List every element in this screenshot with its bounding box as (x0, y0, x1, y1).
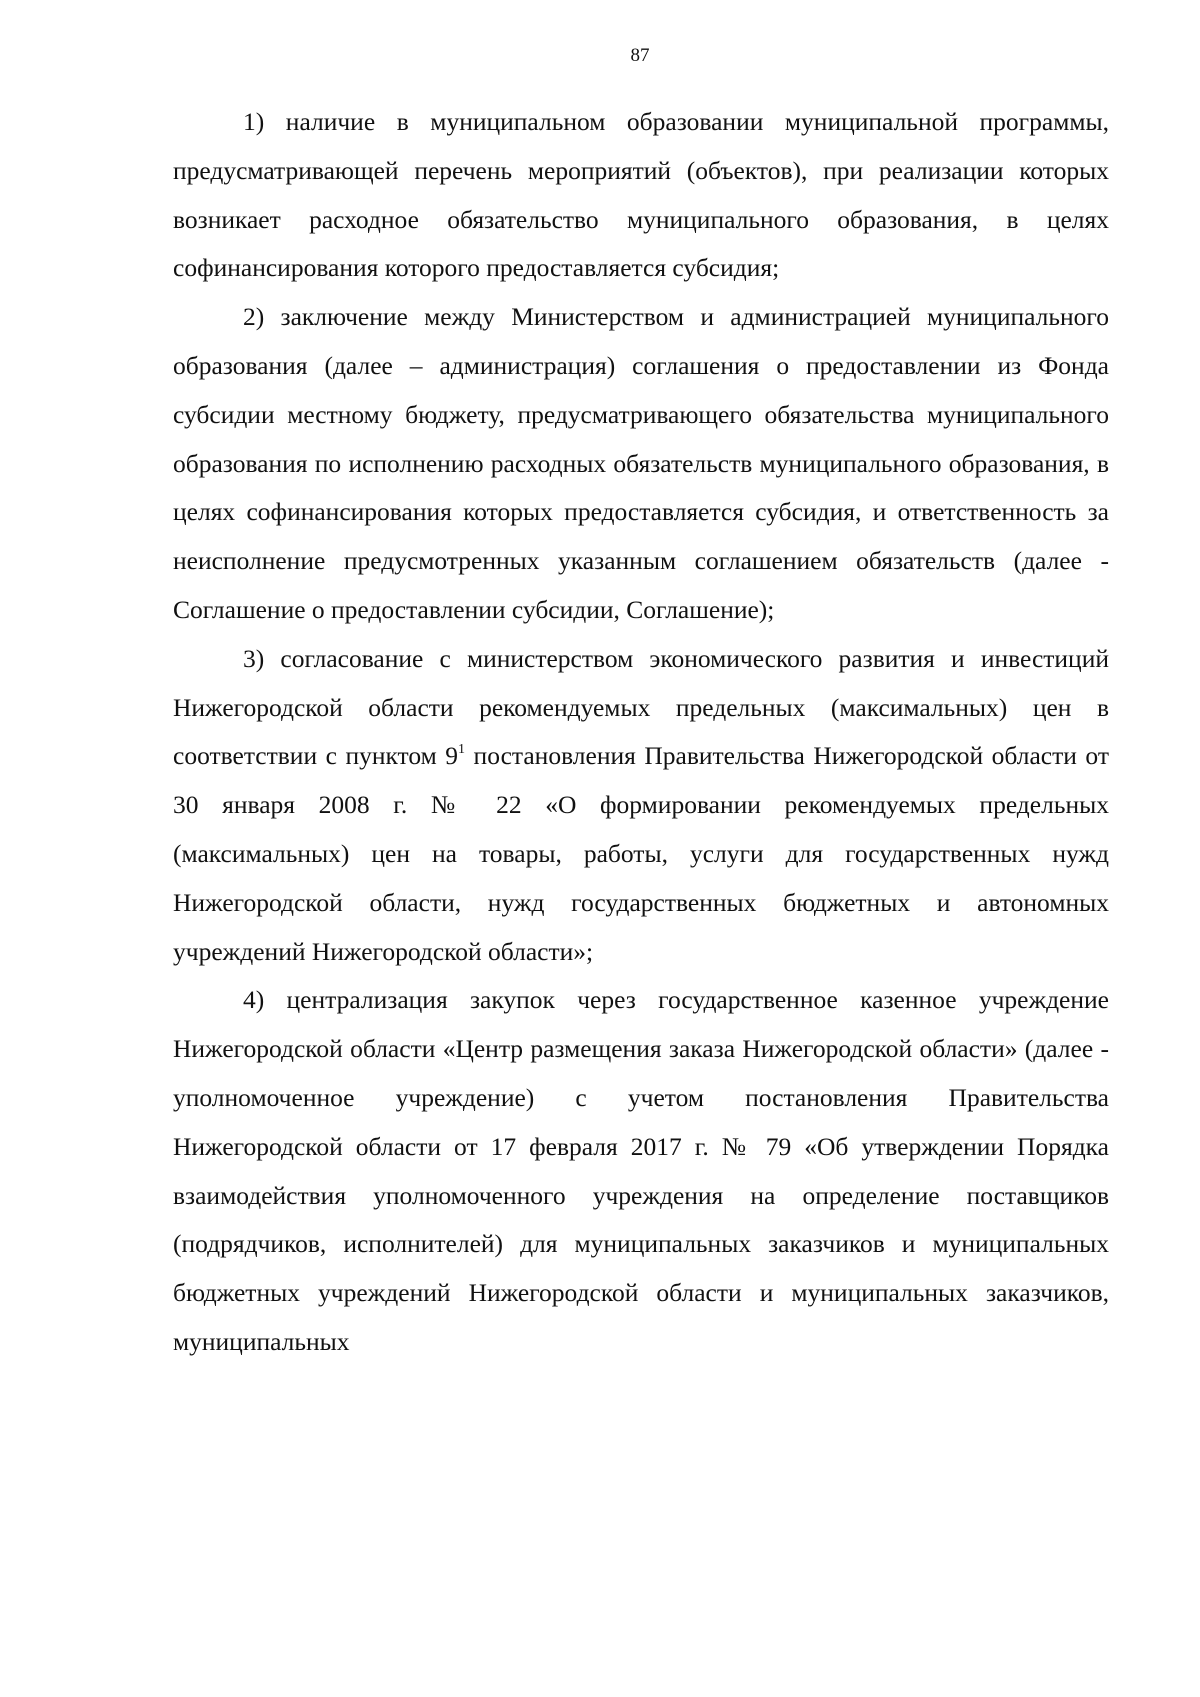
paragraph-item-3-text-end: постановления Правительства Нижегородской области от 30 января 2008 г. № 22 «О формировании рекомендуемых предельных (максимальных) цен на товары, работы, услуги для государственных нужд Нижегородской области, нужд государственных бюджетных и автономных учреждений Нижегородской области»; (173, 741, 1109, 966)
paragraph-item-4: 4) централизация закупок через государственное казенное учреждение Нижегородской области «Центр размещения заказа Нижегородской области» (далее - уполномоченное учреждение) с учетом постановления Правительства Нижегородской области от 17 февраля 2017 г. № 79 «Об утверждении Порядка взаимодействия уполномоченного учреждения на определение поставщиков (подрядчиков, исполнителей) для муниципальных заказчиков и муниципальных бюджетных учреждений Нижегородской области и муниципальных заказчиков, муниципальных (173, 985, 1109, 1356)
paragraph-item-2: 2) заключение между Министерством и администрацией муниципального образования (далее – администрация) соглашения о предоставлении из Фонда субсидии местному бюджету, предусматривающего обязательства муниципального образования по исполнению расходных обязательств муниципального образования, в целях софинансирования которых предоставляется субсидия, и ответственность за неисполнение предусмотренных указанным соглашением обязательств (далее - Соглашение о предоставлении субсидии, Соглашение); (173, 302, 1109, 624)
page-number: 87 (630, 45, 650, 66)
paragraph-item-1: 1) наличие в муниципальном образовании муниципальной программы, предусматривающей перечень мероприятий (объектов), при реализации которых возникает расходное обязательство муниципального образования, в целях софинансирования которого предоставляется субсидия; (173, 107, 1109, 283)
paragraph-item-3 (173, 635, 1109, 977)
paragraph-item-3-text-start: 3) согласование с министерством экономического развития и инвестиций Нижегородской области рекомендуемых предельных (максимальных) цен в соответствии с пунктом 9 (173, 643, 1109, 771)
superscript-footnote: 1 (458, 742, 466, 758)
document-body (173, 98, 1109, 1367)
